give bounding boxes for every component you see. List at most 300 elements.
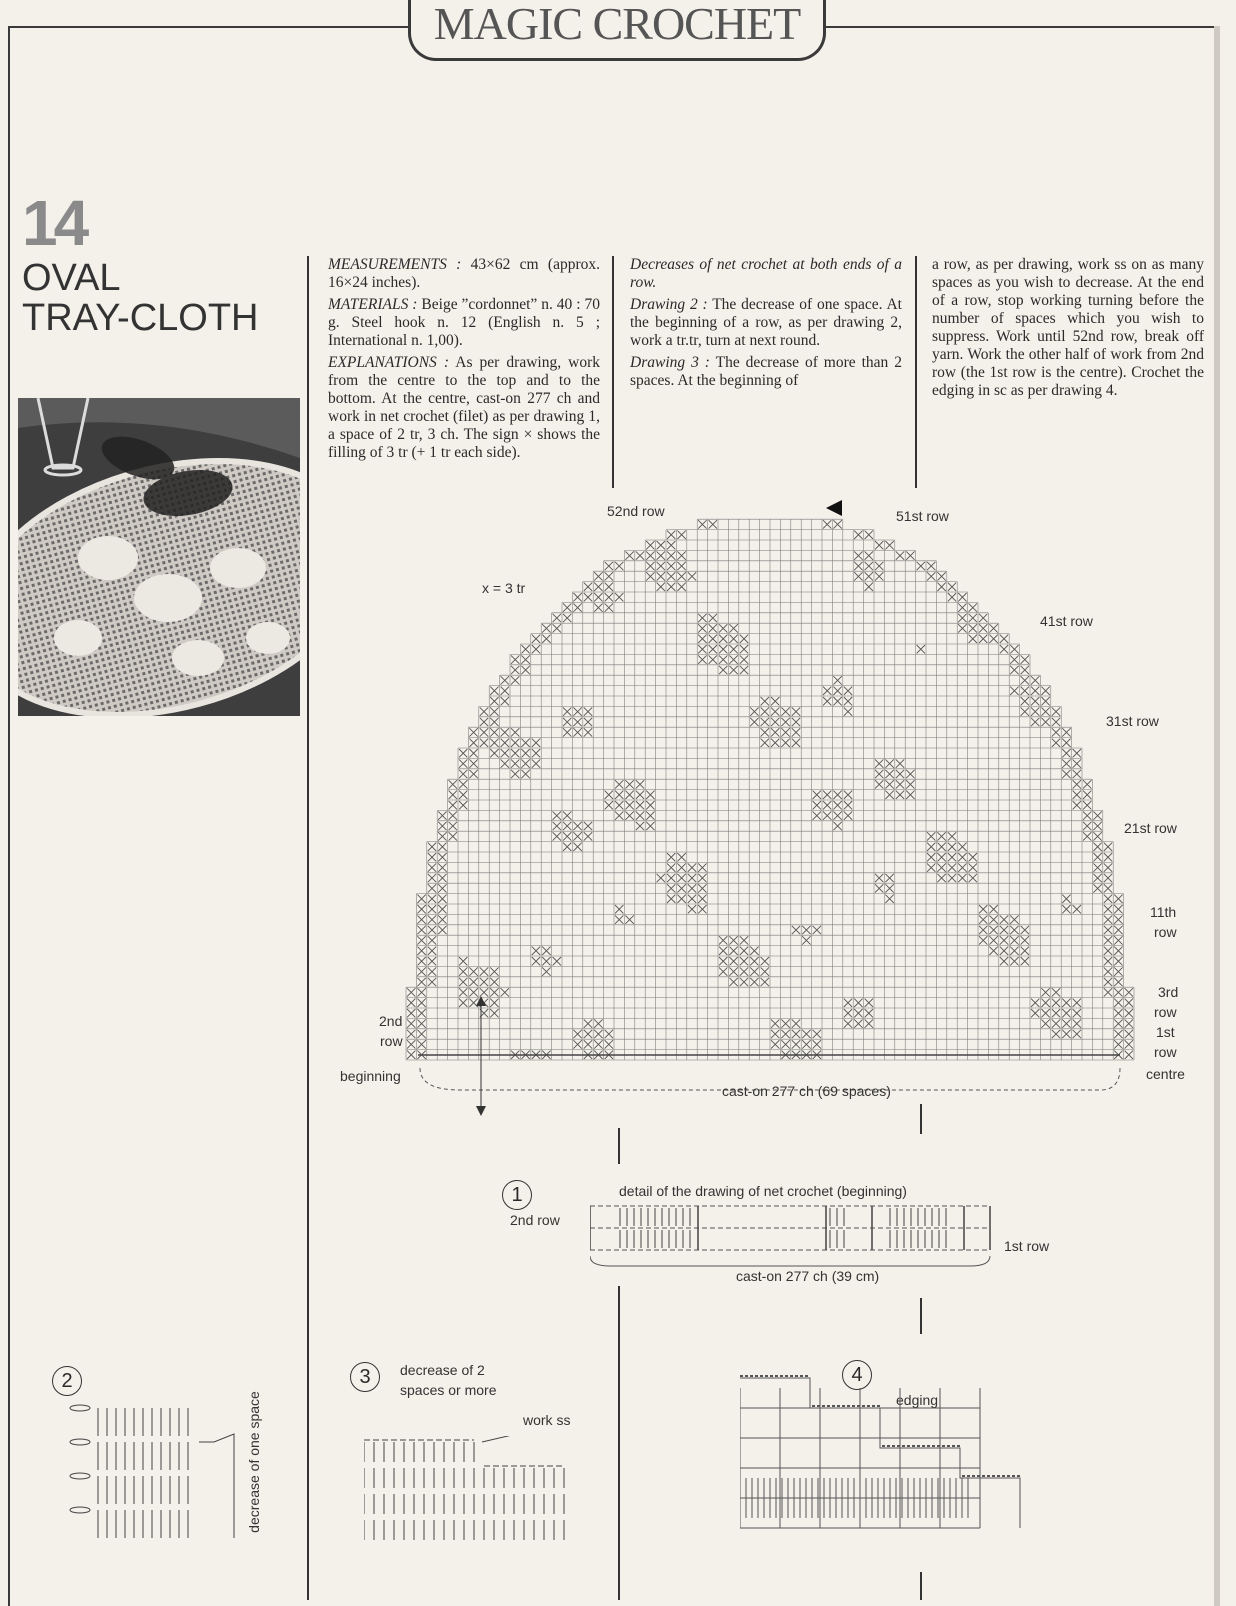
chart-cross xyxy=(698,614,706,622)
chart-cross xyxy=(885,791,893,799)
chart-cross xyxy=(449,791,457,799)
chart-cross xyxy=(698,905,706,913)
chart-cross xyxy=(563,718,571,726)
chart-cross xyxy=(667,572,675,580)
chart-cross xyxy=(459,770,467,778)
chart-cross xyxy=(813,811,821,819)
chart-cross xyxy=(605,801,613,809)
chart-cross xyxy=(1000,957,1008,965)
chart-cross xyxy=(584,1019,592,1027)
chart-cross xyxy=(1104,936,1112,944)
chart-cross xyxy=(875,780,883,788)
chart-cross xyxy=(750,707,758,715)
chart-cross xyxy=(1093,874,1101,882)
chart-cross xyxy=(969,624,977,632)
chart-cross xyxy=(428,978,436,986)
chart-cross xyxy=(1031,707,1039,715)
chart-cross xyxy=(417,957,425,965)
label-3rd-row: row xyxy=(1154,1004,1177,1020)
chart-cross xyxy=(553,822,561,830)
chart-cross xyxy=(521,645,529,653)
chart-cross xyxy=(417,895,425,903)
chart-cross xyxy=(740,967,748,975)
chart-cross xyxy=(854,531,862,539)
chart-cross xyxy=(1125,999,1133,1007)
chart-cross xyxy=(594,1030,602,1038)
chart-cross xyxy=(677,863,685,871)
chart-cross xyxy=(563,614,571,622)
chart-cross xyxy=(573,832,581,840)
chart-cross xyxy=(553,624,561,632)
chart-cross xyxy=(896,780,904,788)
explanations-heading: EXPLANATIONS : xyxy=(328,354,450,371)
tick-rule-1 xyxy=(618,1128,620,1164)
chart-cross xyxy=(1114,1019,1122,1027)
chart-cross xyxy=(688,863,696,871)
chart-cross xyxy=(573,1030,581,1038)
chart-cross xyxy=(1010,926,1018,934)
drawing1-number: 1 xyxy=(502,1180,532,1210)
chart-cross xyxy=(729,624,737,632)
chart-cross xyxy=(823,520,831,528)
chart-cross xyxy=(833,822,841,830)
chart-cross xyxy=(667,874,675,882)
chart-cross xyxy=(979,915,987,923)
drawing2-label: decrease of one space xyxy=(246,1391,262,1533)
chart-cross xyxy=(521,759,529,767)
chart-cross xyxy=(511,749,519,757)
chart-cross xyxy=(438,915,446,923)
chart-cross xyxy=(1062,905,1070,913)
chart-cross xyxy=(740,655,748,663)
chart-cross xyxy=(958,624,966,632)
chart-cross xyxy=(719,645,727,653)
chart-cross xyxy=(417,988,425,996)
chart-cross xyxy=(719,967,727,975)
chart-cross xyxy=(490,999,498,1007)
chart-cross xyxy=(1114,1009,1122,1017)
chart-cross xyxy=(729,645,737,653)
chart-cross xyxy=(781,1040,789,1048)
label-1st-row: row xyxy=(1154,1044,1177,1060)
drawing2-diagram xyxy=(64,1398,254,1548)
chart-cross xyxy=(605,583,613,591)
chart-cross xyxy=(636,801,644,809)
chart-cross xyxy=(979,614,987,622)
chart-cross xyxy=(1114,915,1122,923)
chart-cross xyxy=(1031,676,1039,684)
chart-cross xyxy=(1104,957,1112,965)
chart-cross xyxy=(605,791,613,799)
tick-rule-3 xyxy=(618,1286,620,1600)
chart-cross xyxy=(906,770,914,778)
drawing3-label1: decrease of 2 xyxy=(400,1362,485,1378)
chart-cross xyxy=(417,1030,425,1038)
page-frame-left xyxy=(8,26,10,1606)
chart-cross xyxy=(511,728,519,736)
chart-cross xyxy=(1114,999,1122,1007)
chart-cross xyxy=(958,603,966,611)
chart-cross xyxy=(449,801,457,809)
chart-cross xyxy=(833,811,841,819)
chart-cross xyxy=(865,999,873,1007)
chart-cross xyxy=(719,957,727,965)
chart-cross xyxy=(1021,655,1029,663)
chart-cross xyxy=(1000,947,1008,955)
chart-cross xyxy=(625,801,633,809)
chart-cross xyxy=(667,853,675,861)
chart-cross xyxy=(709,624,717,632)
chart-cross xyxy=(1125,988,1133,996)
chart-cross xyxy=(459,967,467,975)
chart-cross xyxy=(1052,739,1060,747)
chart-cross xyxy=(511,655,519,663)
chart-cross xyxy=(761,967,769,975)
chart-cross xyxy=(1114,895,1122,903)
chart-cross xyxy=(553,614,561,622)
chart-cross xyxy=(1104,988,1112,996)
chart-cross xyxy=(792,1040,800,1048)
drawing1-diagram xyxy=(590,1200,1000,1270)
chart-cross xyxy=(490,967,498,975)
drawing3-text: The decrease of more than 2 spaces. At the beginning of xyxy=(630,354,902,389)
chart-cross xyxy=(865,1009,873,1017)
chart-cross xyxy=(563,822,571,830)
label-31st-row: 31st row xyxy=(1106,713,1159,729)
chart-cross xyxy=(937,863,945,871)
chart-cross xyxy=(1010,645,1018,653)
chart-cross xyxy=(428,874,436,882)
chart-cross xyxy=(885,780,893,788)
chart-cross xyxy=(657,874,665,882)
chart-cross xyxy=(989,947,997,955)
chart-cross xyxy=(761,739,769,747)
chart-cross xyxy=(511,676,519,684)
chart-cross xyxy=(428,936,436,944)
chart-cross xyxy=(948,853,956,861)
chart-cross xyxy=(771,1030,779,1038)
chart-cross xyxy=(1010,666,1018,674)
chart-cross xyxy=(792,1030,800,1038)
chart-cross xyxy=(948,874,956,882)
chart-cross xyxy=(459,978,467,986)
chart-cross xyxy=(1000,645,1008,653)
chart-cross xyxy=(885,874,893,882)
chart-cross xyxy=(1062,770,1070,778)
chart-cross xyxy=(428,863,436,871)
chart-cross xyxy=(459,749,467,757)
chart-cross xyxy=(1021,687,1029,695)
decrease-line xyxy=(199,1434,234,1538)
chart-cross xyxy=(1031,999,1039,1007)
chart-cross xyxy=(1083,811,1091,819)
chart-cross xyxy=(698,884,706,892)
grid-lines xyxy=(406,519,1134,1060)
chart-cross xyxy=(750,978,758,986)
chart-cross xyxy=(573,843,581,851)
chart-cross xyxy=(937,843,945,851)
chart-cross xyxy=(573,718,581,726)
chart-cross xyxy=(750,718,758,726)
chart-cross xyxy=(906,551,914,559)
chart-cross xyxy=(677,531,685,539)
chart-cross xyxy=(802,926,810,934)
chart-cross xyxy=(1104,978,1112,986)
chart-cross xyxy=(854,1009,862,1017)
chart-cross xyxy=(428,926,436,934)
chart-cross xyxy=(532,759,540,767)
chart-cross xyxy=(865,551,873,559)
chart-cross xyxy=(792,707,800,715)
chart-cross xyxy=(1114,957,1122,965)
chart-cross xyxy=(490,697,498,705)
chart-cross xyxy=(1041,999,1049,1007)
chart-cross xyxy=(833,687,841,695)
chart-cross xyxy=(958,614,966,622)
chart-cross xyxy=(625,780,633,788)
chart-cross xyxy=(1104,947,1112,955)
chart-cross xyxy=(927,832,935,840)
chain-stitch xyxy=(70,1473,90,1479)
chart-cross xyxy=(615,593,623,601)
chart-cross xyxy=(823,801,831,809)
chart-cross xyxy=(657,583,665,591)
chart-cross xyxy=(1031,1009,1039,1017)
chart-cross xyxy=(1062,1009,1070,1017)
chart-cross xyxy=(1041,697,1049,705)
chart-cross xyxy=(1021,707,1029,715)
chart-cross xyxy=(1073,999,1081,1007)
chart-cross xyxy=(948,863,956,871)
chart-cross xyxy=(1062,1030,1070,1038)
chart-cross xyxy=(833,801,841,809)
chart-cross xyxy=(605,562,613,570)
chart-cross xyxy=(698,655,706,663)
chart-cross xyxy=(480,978,488,986)
chart-cross xyxy=(615,791,623,799)
chart-cross xyxy=(1073,1030,1081,1038)
chart-cross xyxy=(771,728,779,736)
chart-cross xyxy=(1041,707,1049,715)
chart-cross xyxy=(844,1019,852,1027)
chart-cross xyxy=(1073,780,1081,788)
chart-cross xyxy=(636,822,644,830)
chart-cross xyxy=(781,707,789,715)
chart-cross xyxy=(646,541,654,549)
chart-cross xyxy=(459,957,467,965)
chart-cross xyxy=(844,801,852,809)
chart-cross xyxy=(1125,1030,1133,1038)
chart-cross xyxy=(449,811,457,819)
chain-stitch xyxy=(70,1405,90,1411)
chart-cross xyxy=(511,759,519,767)
chart-cross xyxy=(1093,863,1101,871)
chart-cross xyxy=(865,1019,873,1027)
chart-cross xyxy=(459,780,467,788)
chart-cross xyxy=(407,999,415,1007)
chart-cross xyxy=(948,832,956,840)
chart-cross xyxy=(459,801,467,809)
chart-cross xyxy=(501,759,509,767)
drawing4-label: edging xyxy=(896,1392,939,1408)
chart-cross xyxy=(969,614,977,622)
drawing2-heading: Drawing 2 : xyxy=(630,296,708,313)
chart-cross xyxy=(438,822,446,830)
chart-cross xyxy=(729,947,737,955)
chart-cross xyxy=(896,791,904,799)
chart-cross xyxy=(1052,1009,1060,1017)
chart-cross xyxy=(501,739,509,747)
chart-cross xyxy=(875,562,883,570)
chart-cross xyxy=(573,1040,581,1048)
chart-cross xyxy=(948,583,956,591)
chart-cross xyxy=(449,822,457,830)
chart-cross xyxy=(1073,1019,1081,1027)
chart-cross xyxy=(625,811,633,819)
chart-cross xyxy=(781,728,789,736)
chart-cross xyxy=(709,635,717,643)
chart-cross xyxy=(688,874,696,882)
chart-cross xyxy=(677,562,685,570)
chart-cross xyxy=(407,1030,415,1038)
pattern-title xyxy=(22,258,258,338)
chart-cross xyxy=(729,655,737,663)
column-rule-3 xyxy=(915,256,917,488)
chart-cross xyxy=(501,728,509,736)
chart-cross xyxy=(542,967,550,975)
chart-cross xyxy=(594,583,602,591)
chart-cross xyxy=(865,531,873,539)
chart-cross xyxy=(792,1019,800,1027)
tray-cloth-photo xyxy=(18,398,300,716)
chart-cross xyxy=(521,749,529,757)
chart-cross xyxy=(677,572,685,580)
chart-cross xyxy=(750,957,758,965)
chart-cross xyxy=(407,1019,415,1027)
chart-cross xyxy=(490,687,498,695)
chart-cross xyxy=(438,895,446,903)
chart-cross xyxy=(1052,999,1060,1007)
chart-cross xyxy=(781,1030,789,1038)
chart-cross xyxy=(1073,759,1081,767)
chart-cross xyxy=(740,645,748,653)
chart-cross xyxy=(688,572,696,580)
chart-cross xyxy=(521,666,529,674)
chart-cross xyxy=(1062,739,1070,747)
chart-cross xyxy=(605,593,613,601)
chart-cross xyxy=(646,562,654,570)
chart-cross xyxy=(469,770,477,778)
chart-cross xyxy=(594,1019,602,1027)
chart-cross xyxy=(750,967,758,975)
chart-cross xyxy=(459,999,467,1007)
chart-cross xyxy=(563,707,571,715)
chart-cross xyxy=(1125,1051,1133,1059)
chart-cross xyxy=(698,874,706,882)
chart-cross xyxy=(1021,926,1029,934)
chart-cross xyxy=(854,562,862,570)
text-column-2 xyxy=(630,256,902,394)
chart-cross xyxy=(573,593,581,601)
chart-cross xyxy=(802,1040,810,1048)
page-frame-right xyxy=(1214,26,1220,1606)
chart-cross xyxy=(1104,863,1112,871)
chart-cross xyxy=(875,770,883,778)
chart-cross xyxy=(553,957,561,965)
chart-cross xyxy=(428,905,436,913)
chart-cross xyxy=(958,853,966,861)
chart-cross xyxy=(438,884,446,892)
chart-cross xyxy=(459,759,467,767)
chart-cross xyxy=(667,583,675,591)
chart-cross xyxy=(469,749,477,757)
chart-cross xyxy=(573,822,581,830)
chart-cross xyxy=(542,635,550,643)
chart-cross xyxy=(449,780,457,788)
chart-cross xyxy=(740,666,748,674)
chart-cross xyxy=(584,583,592,591)
chart-grid xyxy=(406,519,1134,1060)
chart-cross xyxy=(1041,988,1049,996)
chart-cross xyxy=(677,895,685,903)
chart-cross xyxy=(1041,1019,1049,1027)
chart-cross xyxy=(1073,749,1081,757)
chart-cross xyxy=(677,853,685,861)
chart-cross xyxy=(719,624,727,632)
chart-cross xyxy=(417,978,425,986)
chart-cross xyxy=(615,562,623,570)
chart-cross xyxy=(1114,1030,1122,1038)
chart-cross xyxy=(1062,895,1070,903)
chart-cross xyxy=(646,801,654,809)
chart-cross xyxy=(428,853,436,861)
chart-cross xyxy=(729,978,737,986)
chart-cross xyxy=(605,1040,613,1048)
chart-cross xyxy=(677,583,685,591)
chart-cross xyxy=(1021,936,1029,944)
chart-cross xyxy=(438,832,446,840)
label-2nd: 2nd xyxy=(379,1013,403,1029)
chart-cross xyxy=(677,874,685,882)
chart-cross xyxy=(542,947,550,955)
drawing1-row1: 1st row xyxy=(1004,1238,1050,1254)
chart-cross xyxy=(657,541,665,549)
label-52nd-row: 52nd row xyxy=(607,503,665,519)
drawing4-number: 4 xyxy=(842,1360,872,1390)
chart-cross xyxy=(1125,1009,1133,1017)
column-rule-2 xyxy=(612,256,614,488)
chart-cross xyxy=(1083,822,1091,830)
tick-rule-2 xyxy=(920,1104,922,1134)
chart-cross xyxy=(854,1019,862,1027)
chart-cross xyxy=(563,728,571,736)
explanations-text: As per drawing, work from the centre to the top and to the bottom. At the centre, cast-on 277 ch and work in net crochet (filet) as per drawing 1, a space of 2 tr, 3 ch. The sign × shows the filling of 3 tr (+ 1 tr each side). xyxy=(328,354,601,461)
chart-cross xyxy=(865,583,873,591)
chart-cross xyxy=(1073,770,1081,778)
chart-cross xyxy=(438,843,446,851)
chart-cross xyxy=(865,572,873,580)
chart-cross xyxy=(698,645,706,653)
chart-cross xyxy=(1104,843,1112,851)
chart-cross xyxy=(542,624,550,632)
chart-cross xyxy=(969,863,977,871)
chart-cross xyxy=(1000,915,1008,923)
label-1st: 1st xyxy=(1156,1024,1175,1040)
chart-cross xyxy=(615,811,623,819)
chart-cross xyxy=(1083,801,1091,809)
chart-cross xyxy=(657,551,665,559)
chart-cross xyxy=(979,624,987,632)
